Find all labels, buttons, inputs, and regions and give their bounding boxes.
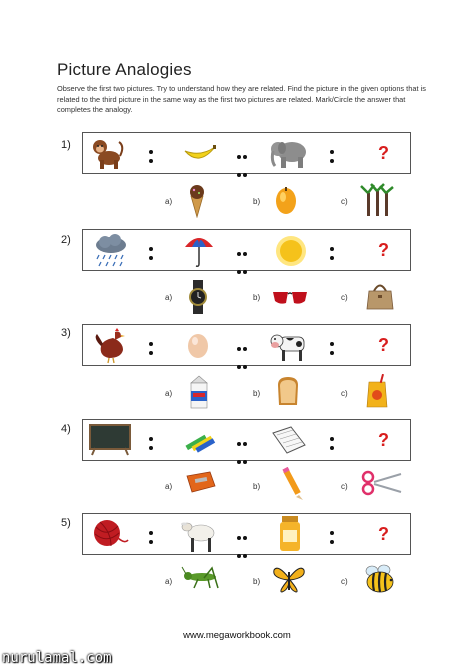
analogy-row-2 <box>82 229 411 271</box>
ratio-colon <box>330 247 335 265</box>
sun-icon <box>273 233 309 269</box>
ice-cream-cone-icon[interactable] <box>188 184 206 218</box>
ratio-colon <box>149 150 154 168</box>
analogy-double-colon <box>236 342 250 378</box>
grasshopper-icon[interactable] <box>180 566 222 590</box>
monkey-icon <box>91 136 125 170</box>
analogy-row-4 <box>82 419 411 461</box>
instructions: Observe the first two pictures. Try to understand how they are related. Find the picture in the given options that is related to the third picture in the same way as the first two pictures are related. Mark/Circle the answer that completes the analogy. <box>57 84 426 115</box>
umbrella-icon <box>183 233 215 269</box>
option-b-label: b) <box>253 197 261 206</box>
option-a-label: a) <box>165 293 173 302</box>
row-number: 5) <box>61 517 71 529</box>
juice-box-icon[interactable] <box>365 374 391 408</box>
ratio-colon <box>330 437 335 455</box>
analogy-double-colon <box>236 531 250 567</box>
sheep-icon <box>181 516 219 554</box>
analogy-double-colon <box>236 150 250 186</box>
hen-icon <box>93 328 127 364</box>
mango-icon[interactable] <box>273 186 299 216</box>
analogy-row-5 <box>82 513 411 555</box>
bread-icon[interactable] <box>276 376 300 406</box>
option-c-label: c) <box>341 389 348 398</box>
analogy-row-3 <box>82 324 411 366</box>
row-number: 1) <box>61 139 71 151</box>
ratio-colon <box>149 437 154 455</box>
butterfly-icon[interactable] <box>272 564 306 594</box>
option-a-label: a) <box>165 389 173 398</box>
ratio-colon <box>149 342 154 360</box>
option-c-label: c) <box>341 482 348 491</box>
ratio-colon <box>330 150 335 168</box>
ratio-colon <box>330 342 335 360</box>
analogy-double-colon <box>236 247 250 283</box>
milk-carton-icon[interactable] <box>188 375 210 409</box>
pencil-icon[interactable] <box>280 467 306 501</box>
bee-icon[interactable] <box>362 563 398 595</box>
handbag-icon[interactable] <box>366 280 394 310</box>
page-title: Picture Analogies <box>57 60 192 79</box>
option-a-label: a) <box>165 577 173 586</box>
missing-answer-mark: ? <box>378 335 389 355</box>
yarn-ball-icon <box>91 518 129 550</box>
scissors-icon[interactable] <box>360 470 402 496</box>
watermark: nurulamal.com <box>2 650 112 666</box>
egg-icon <box>187 331 209 359</box>
ratio-colon <box>149 531 154 549</box>
analogy-row-1 <box>82 132 411 174</box>
banana-icon <box>183 143 217 165</box>
option-c-label: c) <box>341 577 348 586</box>
chalk-icon <box>183 426 217 454</box>
missing-answer-mark: ? <box>378 524 389 544</box>
missing-answer-mark: ? <box>378 240 389 260</box>
sugarcane-icon[interactable] <box>360 183 394 217</box>
missing-answer-mark: ? <box>378 430 389 450</box>
ratio-colon <box>330 531 335 549</box>
option-b-label: b) <box>253 293 261 302</box>
ratio-colon <box>149 247 154 265</box>
option-a-label: a) <box>165 482 173 491</box>
option-b-label: b) <box>253 577 261 586</box>
row-number: 2) <box>61 234 71 246</box>
wristwatch-icon[interactable] <box>187 280 209 314</box>
option-a-label: a) <box>165 197 173 206</box>
option-c-label: c) <box>341 293 348 302</box>
honey-jar-icon <box>278 516 302 552</box>
missing-answer-mark: ? <box>378 143 389 163</box>
option-b-label: b) <box>253 389 261 398</box>
cow-icon <box>270 329 308 363</box>
footer-url[interactable]: www.megaworkbook.com <box>183 630 291 641</box>
elephant-icon <box>270 137 310 169</box>
row-number: 3) <box>61 327 71 339</box>
option-c-label: c) <box>341 197 348 206</box>
blackboard-icon <box>89 424 131 456</box>
notebook-icon <box>271 425 307 455</box>
sharpener-icon[interactable] <box>186 470 216 494</box>
row-number: 4) <box>61 423 71 435</box>
rain-cloud-icon <box>93 234 129 268</box>
sunglasses-icon[interactable] <box>272 288 308 306</box>
analogy-double-colon <box>236 437 250 473</box>
option-b-label: b) <box>253 482 261 491</box>
